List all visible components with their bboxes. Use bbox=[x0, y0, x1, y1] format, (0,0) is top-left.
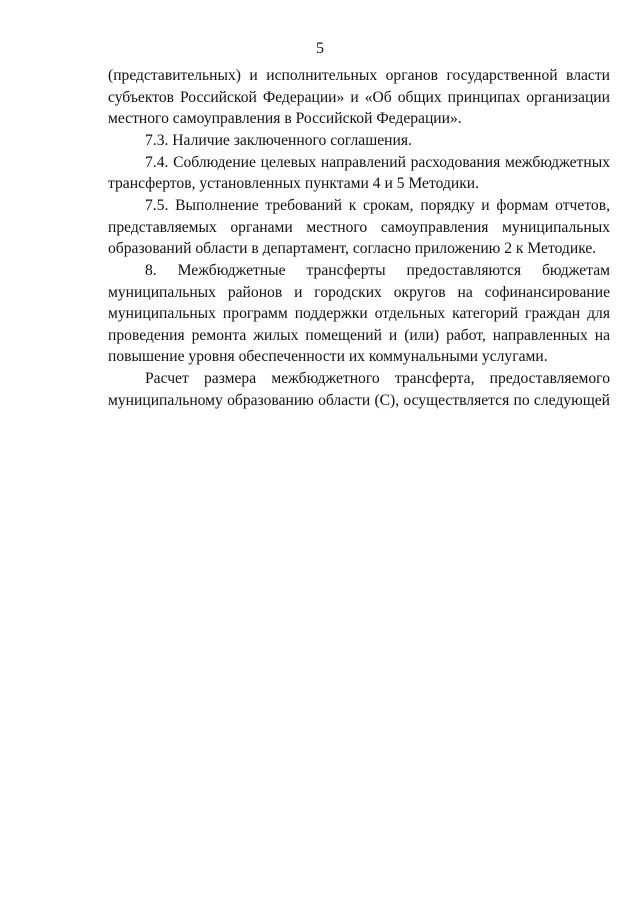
text-line: повышение уровня обеспеченности их коммунальными услугами. bbox=[108, 348, 548, 365]
text-line: муниципальных районов и городских округов на софинансирование bbox=[108, 284, 610, 301]
text-line: 7.4. Соблюдение целевых направлений расходования межбюджетных bbox=[145, 154, 610, 171]
text-line: представляемых органами местного самоуправления муниципальных bbox=[108, 219, 610, 236]
text-line: 7.3. Наличие заключенного соглашения. bbox=[145, 132, 412, 149]
text-line: Расчет размера межбюджетного трансферта, предоставляемого bbox=[145, 370, 610, 387]
text-line: 8. Межбюджетные трансферты предоставляются бюджетам bbox=[145, 262, 610, 279]
text-line: образований области в департамент, согласно приложению 2 к Методике. bbox=[108, 240, 597, 257]
text-line: трансфертов, установленных пунктами 4 и 5 Методики. bbox=[108, 175, 480, 192]
text-line: местного самоуправления в Российской Федерации». bbox=[108, 110, 462, 127]
text-line: субъектов Российской Федерации» и «Об общих принципах организации bbox=[108, 89, 610, 106]
text-line: проведения ремонта жилых помещений и (или) работ, направленных на bbox=[108, 327, 610, 344]
page-number: 5 bbox=[316, 40, 324, 57]
text-line: (представительных) и исполнительных органов государственной власти bbox=[108, 67, 610, 84]
text-line: муниципальных программ поддержки отдельных категорий граждан для bbox=[108, 305, 610, 322]
text-line: муниципальному образованию области (С), осуществляется по следующей bbox=[108, 392, 610, 409]
text-line: 7.5. Выполнение требований к срокам, порядку и формам отчетов, bbox=[145, 197, 610, 214]
